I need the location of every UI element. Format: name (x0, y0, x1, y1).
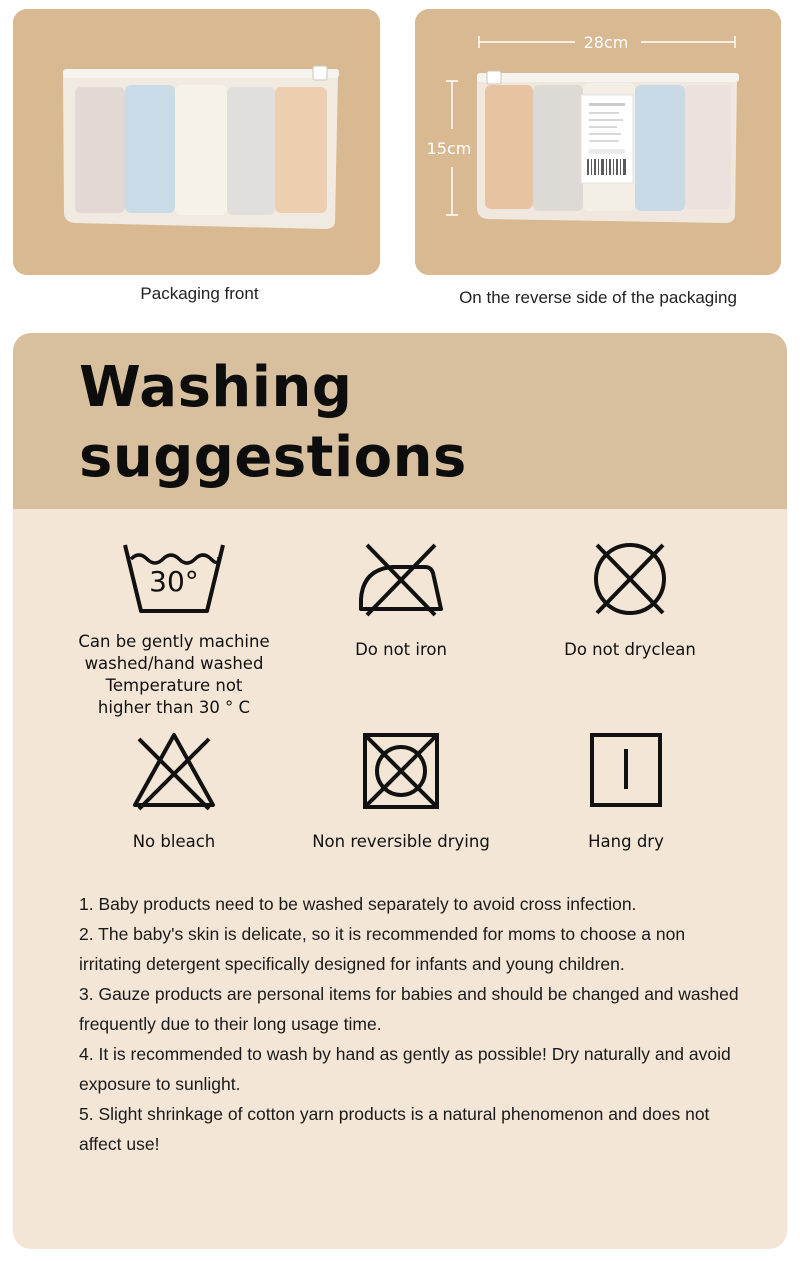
note-item: 4. It is recommended to wash by hand as gently as possible! Dry naturally and avoid exposure to sunlight. (79, 1044, 731, 1094)
care-item-do-not-dryclean (515, 539, 745, 661)
packaging-front-photo (13, 9, 380, 275)
care-item-wash-30 (59, 539, 289, 719)
washing-title: Washing suggestions (79, 355, 467, 490)
care-label-wash-30: Can be gently machine washed/hand washed Temperature not higher than 30 ° C (78, 632, 270, 717)
care-item-do-not-iron (286, 539, 516, 661)
care-label-no-tumble-dry: Non reversible drying (312, 832, 490, 851)
hang-dry-icon (586, 729, 666, 811)
care-item-no-tumble-dry (286, 729, 516, 853)
wash-temperature: 30° (149, 565, 199, 598)
note-item: 3. Gauze products are personal items for babies and should be changed and washed frequently due to their long usage time. (79, 984, 739, 1034)
care-item-no-bleach (59, 729, 289, 853)
do-not-dryclean-icon (587, 539, 673, 619)
wash-30-icon (119, 539, 229, 619)
washing-notes (79, 889, 739, 1159)
note-item: 5. Slight shrinkage of cotton yarn products is a natural phenomenon and does not affect use! (79, 1104, 710, 1154)
width-label: 28cm (583, 33, 629, 52)
washing-suggestions-card (13, 333, 787, 1249)
packaging-back-illustration (415, 9, 781, 275)
packaging-back-caption: On the reverse side of the packaging (459, 288, 737, 307)
no-bleach-icon (129, 729, 219, 811)
care-label-no-bleach: No bleach (132, 832, 216, 851)
do-not-iron-icon (353, 539, 449, 619)
care-label-do-not-dryclean: Do not dryclean (564, 640, 696, 659)
care-label-hang-dry: Hang dry (588, 832, 664, 851)
washing-header (13, 333, 787, 509)
note-item: 1. Baby products need to be washed separately to avoid cross infection. (79, 894, 637, 914)
no-tumble-dry-icon (359, 729, 443, 811)
height-label: 15cm (426, 139, 472, 158)
care-item-hang-dry (511, 729, 741, 853)
note-item: 2. The baby's skin is delicate, so it is recommended for moms to choose a non irritating detergent specifically designed for infants and young children. (79, 924, 686, 974)
packaging-front-caption: Packaging front (140, 284, 259, 303)
packaging-back-photo (415, 9, 781, 275)
packaging-front-illustration (13, 9, 380, 275)
care-label-do-not-iron: Do not iron (355, 640, 447, 659)
